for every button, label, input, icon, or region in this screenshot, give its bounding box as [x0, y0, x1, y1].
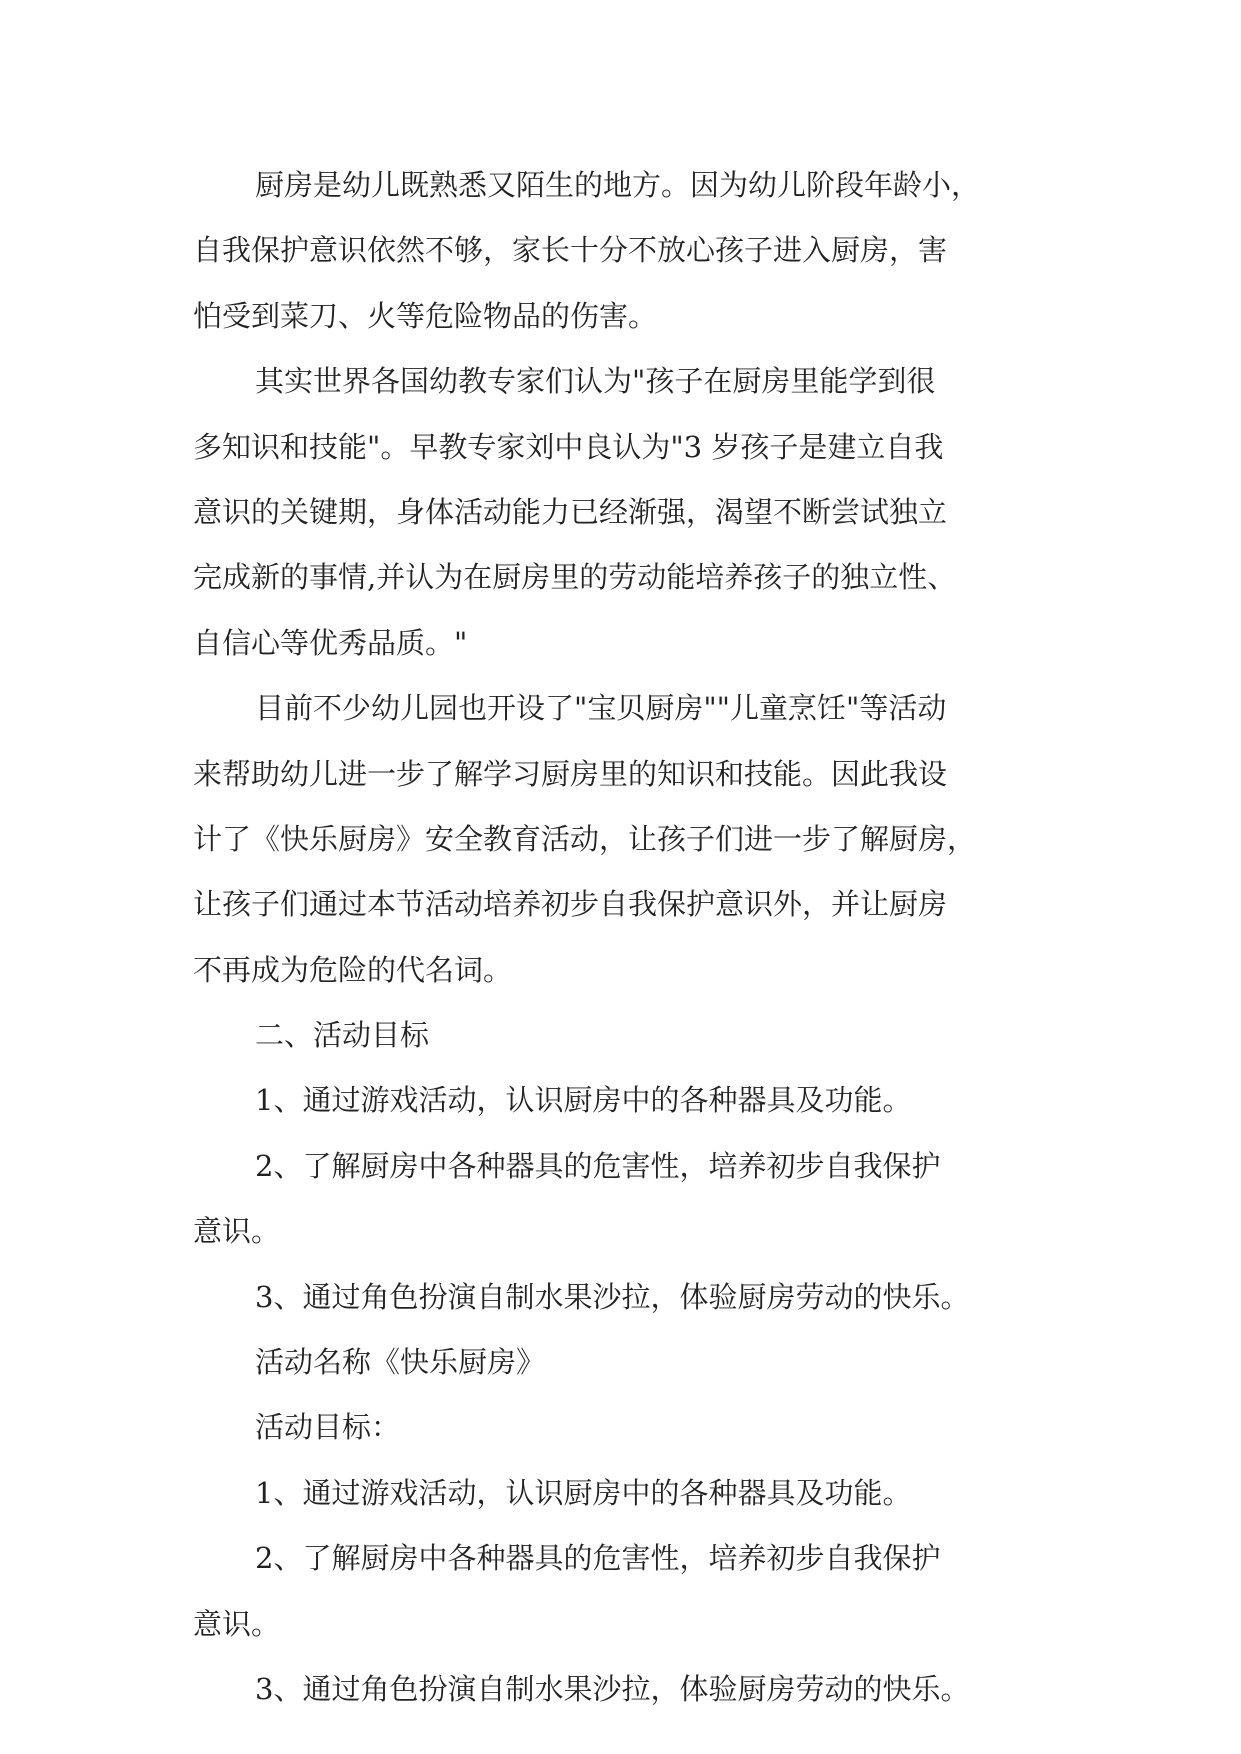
- paragraph-design-line: 来帮助幼儿进一步了解学习厨房里的知识和技能。因此我设: [193, 756, 948, 791]
- paragraph-design-line: 目前不少幼儿园也开设了"宝贝厨房""儿童烹饪"等活动: [255, 691, 947, 726]
- goal-item: 2、了解厨房中各种器具的危害性，培养初步自我保护: [255, 1541, 941, 1576]
- paragraph-experts-line: 其实世界各国幼教专家们认为"孩子在厨房里能学到很: [255, 364, 936, 399]
- goal-item: 2、了解厨房中各种器具的危害性，培养初步自我保护: [255, 1148, 941, 1183]
- goal-item: 3、通过角色扮演自制水果沙拉，体验厨房劳动的快乐。: [255, 1671, 970, 1706]
- goal-item: 3、通过角色扮演自制水果沙拉，体验厨房劳动的快乐。: [255, 1279, 970, 1314]
- section-heading: 二、活动目标: [255, 1018, 430, 1053]
- goal-item-continuation: 意识。: [193, 1214, 281, 1249]
- activity-name: 活动名称《快乐厨房》: [255, 1345, 546, 1380]
- paragraph-experts-line: 意识的关键期，身体活动能力已经渐强，渴望不断尝试独立: [193, 494, 948, 529]
- paragraph-design-line: 不再成为危险的代名词。: [193, 952, 513, 987]
- paragraph-experts-line: 多知识和技能"。早教专家刘中良认为"3 岁孩子是建立自我: [193, 429, 944, 464]
- paragraph-experts-line: 完成新的事情,并认为在厨房里的劳动能培养孩子的独立性、: [193, 560, 957, 595]
- paragraph-intro-line: 怕受到菜刀、火等危险物品的伤害。: [193, 298, 658, 333]
- goal-item: 1、通过游戏活动，认识厨房中的各种器具及功能。: [255, 1083, 912, 1118]
- paragraph-intro-line: 自我保护意识依然不够，家长十分不放心孩子进入厨房，害: [193, 233, 948, 268]
- goal-item-continuation: 意识。: [193, 1606, 281, 1641]
- document-body: [193, 153, 1093, 1722]
- paragraph-design-line: 计了《快乐厨房》安全教育活动，让孩子们进一步了解厨房，: [193, 821, 977, 856]
- goal-item: 1、通过游戏活动，认识厨房中的各种器具及功能。: [255, 1475, 912, 1510]
- paragraph-experts-line: 自信心等优秀品质。": [193, 625, 468, 660]
- activity-goals-label: 活动目标：: [255, 1410, 401, 1445]
- paragraph-intro-line: 厨房是幼儿既熟悉又陌生的地方。因为幼儿阶段年龄小，: [255, 168, 981, 202]
- paragraph-design-line: 让孩子们通过本节活动培养初步自我保护意识外，并让厨房: [193, 887, 948, 922]
